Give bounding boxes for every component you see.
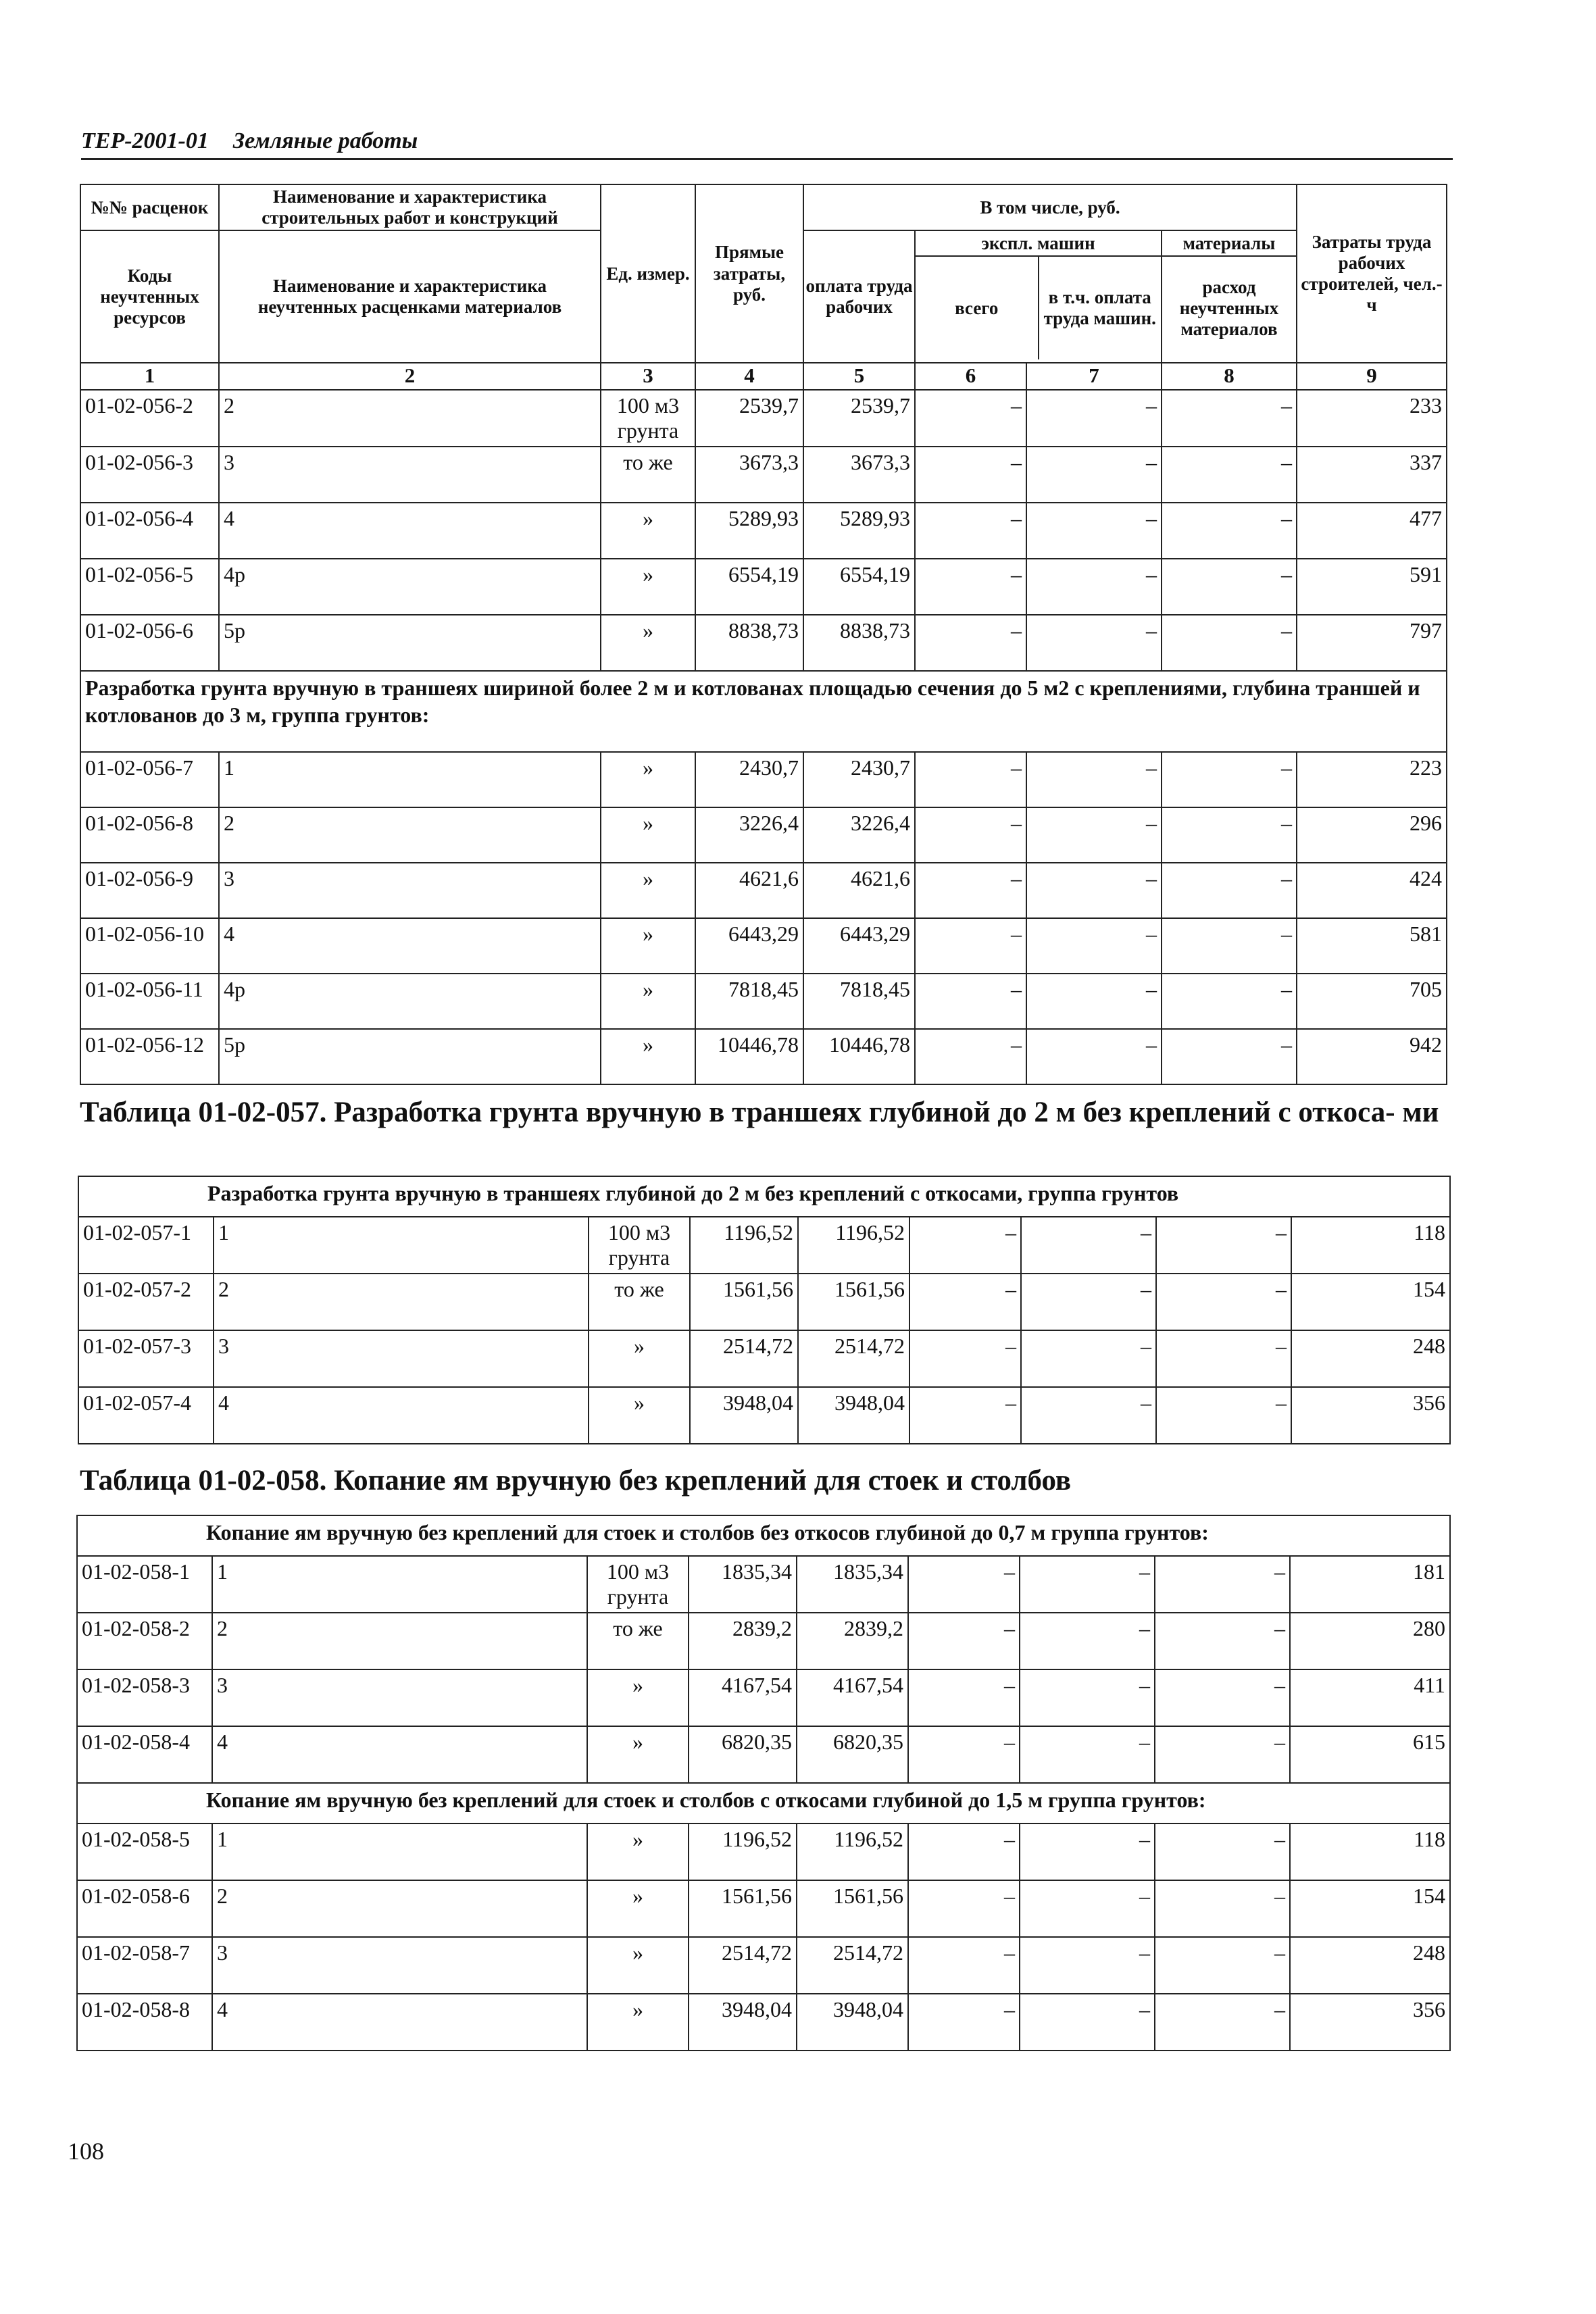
unit-cell: » <box>587 1937 689 1994</box>
soil-group-cell: 4 <box>219 918 601 974</box>
col-head-work-name: Наименование и характеристика строительных работ и конструкций <box>219 184 601 230</box>
materials-usage-cell: – <box>1156 1274 1291 1330</box>
materials-usage-cell: – <box>1156 1330 1291 1387</box>
soil-group-cell: 2 <box>212 1880 587 1937</box>
unit-cell: » <box>601 974 695 1029</box>
rate-code-cell: 01-02-056-7 <box>80 752 219 807</box>
direct-cost-cell: 3948,04 <box>689 1994 797 2051</box>
materials-usage-cell: – <box>1162 503 1297 559</box>
materials-usage-cell: – <box>1155 1726 1290 1783</box>
rate-code-cell: 01-02-056-2 <box>80 390 219 447</box>
machines-total-cell: – <box>915 918 1026 974</box>
worker-wage-cell: 4621,6 <box>803 863 915 918</box>
rate-code-cell: 01-02-056-3 <box>80 447 219 503</box>
machines-total-cell: – <box>915 447 1026 503</box>
unit-cell: » <box>589 1330 690 1387</box>
direct-cost-cell: 2514,72 <box>690 1330 798 1387</box>
column-number: 1 <box>80 363 219 390</box>
unit-cell: » <box>601 863 695 918</box>
materials-usage-cell: – <box>1162 974 1297 1029</box>
machines-wage-cell: – <box>1026 974 1162 1029</box>
rate-code-cell: 01-02-058-4 <box>77 1726 212 1783</box>
labor-hours-cell: 797 <box>1297 615 1447 671</box>
machines-wage-cell: – <box>1026 447 1162 503</box>
worker-wage-cell: 3226,4 <box>803 807 915 863</box>
soil-group-cell: 2 <box>219 807 601 863</box>
rate-code-cell: 01-02-056-9 <box>80 863 219 918</box>
rate-code-cell: 01-02-057-1 <box>78 1217 214 1274</box>
labor-hours-cell: 154 <box>1291 1274 1450 1330</box>
direct-cost-cell: 4167,54 <box>689 1669 797 1726</box>
column-number: 7 <box>1026 363 1162 390</box>
unit-cell: то же <box>601 447 695 503</box>
table-row <box>80 752 1447 807</box>
soil-group-cell: 5р <box>219 1029 601 1084</box>
table-row <box>80 918 1447 974</box>
column-number: 9 <box>1297 363 1447 390</box>
col-head-material-name: Наименование и характеристика неучтенных расценками материалов <box>219 230 601 363</box>
doc-title: Земляные работы <box>232 128 418 153</box>
direct-cost-cell: 2839,2 <box>689 1613 797 1669</box>
unit-cell: » <box>601 559 695 615</box>
worker-wage-cell: 1835,34 <box>797 1556 908 1613</box>
worker-wage-cell: 1196,52 <box>797 1823 908 1880</box>
soil-group-cell: 3 <box>219 447 601 503</box>
rate-code-cell: 01-02-058-6 <box>77 1880 212 1937</box>
section-heading-058-2: Копание ям вручную без креплений для стоек и столбов с откосами глубиной до 1,5 м группа грунтов: <box>77 1783 1450 1823</box>
col-head-machines-group <box>915 230 1162 363</box>
machines-wage-cell: – <box>1021 1274 1156 1330</box>
col-head-machines-wage: в т.ч. оплата труда машин. <box>1043 287 1156 329</box>
table-row <box>80 1029 1447 1084</box>
direct-cost-cell: 5289,93 <box>695 503 803 559</box>
machines-total-cell: – <box>909 1274 1021 1330</box>
machines-total-cell: – <box>908 1994 1020 2051</box>
col-head-unit: Ед. измер. <box>601 184 695 363</box>
machines-total-cell: – <box>915 559 1026 615</box>
labor-hours-cell: 705 <box>1297 974 1447 1029</box>
soil-group-cell: 2 <box>214 1274 589 1330</box>
unit-cell: » <box>601 1029 695 1084</box>
col-head-materials-usage: расход неучтенных материалов <box>1179 276 1279 339</box>
machines-wage-cell: – <box>1026 1029 1162 1084</box>
machines-total-cell: – <box>915 615 1026 671</box>
worker-wage-cell: 2514,72 <box>798 1330 909 1387</box>
section-heading-056: Разработка грунта вручную в траншеях шириной более 2 м и котлованах площадью сечения до 5 м2 с креплениями, глубина траншей и котлованов до 3 м, группа грунтов: <box>80 671 1447 752</box>
soil-group-cell: 4 <box>212 1994 587 2051</box>
table-row <box>78 1387 1450 1444</box>
direct-cost-cell: 1835,34 <box>689 1556 797 1613</box>
machines-total-cell: – <box>915 863 1026 918</box>
table-row <box>80 863 1447 918</box>
direct-cost-cell: 6820,35 <box>689 1726 797 1783</box>
rate-code-cell: 01-02-058-7 <box>77 1937 212 1994</box>
materials-usage-cell: – <box>1155 1556 1290 1613</box>
unit-cell: » <box>601 918 695 974</box>
table-row <box>80 503 1447 559</box>
materials-usage-cell: – <box>1162 1029 1297 1084</box>
direct-cost-cell: 1196,52 <box>690 1217 798 1274</box>
soil-group-cell: 5р <box>219 615 601 671</box>
labor-hours-cell: 223 <box>1297 752 1447 807</box>
rate-code-cell: 01-02-057-4 <box>78 1387 214 1444</box>
direct-cost-cell: 10446,78 <box>695 1029 803 1084</box>
machines-wage-cell: – <box>1026 503 1162 559</box>
section-heading-057: Разработка грунта вручную в траншеях глубиной до 2 м без креплений с откосами, группа грунтов <box>78 1176 1450 1217</box>
direct-cost-cell: 1196,52 <box>689 1823 797 1880</box>
unit-cell: » <box>587 1823 689 1880</box>
machines-total-cell: – <box>908 1823 1020 1880</box>
labor-hours-cell: 356 <box>1291 1387 1450 1444</box>
rate-code-cell: 01-02-056-4 <box>80 503 219 559</box>
table-row <box>80 447 1447 503</box>
labor-hours-cell: 581 <box>1297 918 1447 974</box>
machines-total-cell: – <box>908 1669 1020 1726</box>
machines-wage-cell: – <box>1020 1556 1155 1613</box>
worker-wage-cell: 2539,7 <box>803 390 915 447</box>
rates-table-056 <box>80 184 1447 1085</box>
labor-hours-cell: 296 <box>1297 807 1447 863</box>
table-row <box>77 1556 1450 1613</box>
column-number: 6 <box>915 363 1026 390</box>
machines-total-cell: – <box>908 1726 1020 1783</box>
page-number: 108 <box>68 2138 104 2165</box>
unit-cell: » <box>601 503 695 559</box>
rate-code-cell: 01-02-058-3 <box>77 1669 212 1726</box>
caption-057-text: Таблица 01-02-057. Разработка грунта вручную в траншеях глубиной до 2 м без креплений с откоса- ми <box>80 1097 1439 1128</box>
soil-group-cell: 3 <box>212 1669 587 1726</box>
materials-usage-cell: – <box>1155 1994 1290 2051</box>
rate-code-cell: 01-02-056-10 <box>80 918 219 974</box>
machines-total-cell: – <box>909 1387 1021 1444</box>
soil-group-cell: 4 <box>214 1387 589 1444</box>
machines-total-cell: – <box>915 974 1026 1029</box>
direct-cost-cell: 3948,04 <box>690 1387 798 1444</box>
table-row <box>78 1274 1450 1330</box>
worker-wage-cell: 6820,35 <box>797 1726 908 1783</box>
materials-usage-cell: – <box>1162 559 1297 615</box>
rate-code-cell: 01-02-058-2 <box>77 1613 212 1669</box>
table-row <box>77 1937 1450 1994</box>
table-row <box>80 390 1447 447</box>
machines-wage-cell: – <box>1026 559 1162 615</box>
rate-code-cell: 01-02-056-8 <box>80 807 219 863</box>
machines-wage-cell: – <box>1020 1726 1155 1783</box>
materials-usage-cell: – <box>1156 1387 1291 1444</box>
table-row <box>77 1613 1450 1669</box>
machines-wage-cell: – <box>1020 1994 1155 2051</box>
soil-group-cell: 4р <box>219 974 601 1029</box>
col-head-wage-text: оплата труда рабочих <box>805 276 913 318</box>
machines-total-cell: – <box>908 1556 1020 1613</box>
col-head-rate-codes: №№ расценок <box>80 184 219 230</box>
column-number: 3 <box>601 363 695 390</box>
labor-hours-cell: 233 <box>1297 390 1447 447</box>
labor-hours-cell: 942 <box>1297 1029 1447 1084</box>
machines-total-cell: – <box>909 1217 1021 1274</box>
direct-cost-cell: 1561,56 <box>690 1274 798 1330</box>
unit-cell: 100 м3 грунта <box>589 1217 690 1274</box>
labor-hours-cell: 411 <box>1290 1669 1450 1726</box>
direct-cost-cell: 3673,3 <box>695 447 803 503</box>
direct-cost-cell: 1561,56 <box>689 1880 797 1937</box>
labor-hours-cell: 477 <box>1297 503 1447 559</box>
labor-hours-cell: 118 <box>1291 1217 1450 1274</box>
soil-group-cell: 3 <box>214 1330 589 1387</box>
table-row <box>80 807 1447 863</box>
worker-wage-cell: 5289,93 <box>803 503 915 559</box>
col-head-wage <box>803 230 915 363</box>
worker-wage-cell: 2430,7 <box>803 752 915 807</box>
column-number: 2 <box>219 363 601 390</box>
machines-wage-cell: – <box>1021 1217 1156 1274</box>
table-row <box>80 974 1447 1029</box>
labor-hours-cell: 356 <box>1290 1994 1450 2051</box>
doc-code: ТЕР-2001-01 <box>81 128 209 153</box>
unit-cell: » <box>601 807 695 863</box>
machines-total-cell: – <box>908 1613 1020 1669</box>
labor-hours-cell: 181 <box>1290 1556 1450 1613</box>
unit-cell: 100 м3 грунта <box>587 1556 689 1613</box>
worker-wage-cell: 2514,72 <box>797 1937 908 1994</box>
worker-wage-cell: 1196,52 <box>798 1217 909 1274</box>
unit-cell: » <box>589 1387 690 1444</box>
machines-total-cell: – <box>915 1029 1026 1084</box>
materials-usage-cell: – <box>1162 752 1297 807</box>
column-number: 4 <box>695 363 803 390</box>
rates-table-057 <box>78 1176 1451 1444</box>
machines-wage-cell: – <box>1021 1387 1156 1444</box>
direct-cost-cell: 4621,6 <box>695 863 803 918</box>
rates-table-058 <box>76 1515 1451 2051</box>
soil-group-cell: 1 <box>212 1556 587 1613</box>
rate-code-cell: 01-02-058-8 <box>77 1994 212 2051</box>
machines-wage-cell: – <box>1026 615 1162 671</box>
machines-wage-cell: – <box>1020 1880 1155 1937</box>
unit-cell: » <box>601 615 695 671</box>
soil-group-cell: 4 <box>212 1726 587 1783</box>
labor-hours-cell: 118 <box>1290 1823 1450 1880</box>
worker-wage-cell: 4167,54 <box>797 1669 908 1726</box>
soil-group-cell: 1 <box>212 1823 587 1880</box>
soil-group-cell: 1 <box>219 752 601 807</box>
materials-usage-cell: – <box>1155 1823 1290 1880</box>
machines-wage-cell: – <box>1026 807 1162 863</box>
table-row <box>77 1726 1450 1783</box>
soil-group-cell: 3 <box>219 863 601 918</box>
column-number: 8 <box>1162 363 1297 390</box>
materials-usage-cell: – <box>1162 615 1297 671</box>
machines-wage-cell: – <box>1026 752 1162 807</box>
machines-total-cell: – <box>909 1330 1021 1387</box>
soil-group-cell: 2 <box>219 390 601 447</box>
worker-wage-cell: 2839,2 <box>797 1613 908 1669</box>
section-heading-058-1: Копание ям вручную без креплений для стоек и столбов без откосов глубиной до 0,7 м группа грунтов: <box>77 1515 1450 1556</box>
table-row <box>78 1217 1450 1274</box>
worker-wage-cell: 1561,56 <box>797 1880 908 1937</box>
materials-usage-cell: – <box>1162 447 1297 503</box>
machines-total-cell: – <box>915 390 1026 447</box>
machines-total-cell: – <box>915 807 1026 863</box>
rate-code-cell: 01-02-057-3 <box>78 1330 214 1387</box>
caption-table-058 <box>80 1463 1445 1499</box>
machines-wage-cell: – <box>1020 1613 1155 1669</box>
labor-hours-cell: 248 <box>1290 1937 1450 1994</box>
table-row <box>77 1880 1450 1937</box>
machines-total-cell: – <box>908 1880 1020 1937</box>
col-head-resource-codes: Коды неучтенных ресурсов <box>80 230 219 363</box>
caption-table-057 <box>80 1095 1445 1131</box>
worker-wage-cell: 3948,04 <box>798 1387 909 1444</box>
direct-cost-cell: 3226,4 <box>695 807 803 863</box>
machines-wage-cell: – <box>1021 1330 1156 1387</box>
direct-cost-cell: 2430,7 <box>695 752 803 807</box>
materials-usage-cell: – <box>1162 863 1297 918</box>
col-head-direct: Прямые затраты, руб. <box>695 184 803 363</box>
worker-wage-cell: 7818,45 <box>803 974 915 1029</box>
col-head-including: В том числе, руб. <box>803 184 1297 230</box>
unit-cell: » <box>587 1726 689 1783</box>
labor-hours-cell: 424 <box>1297 863 1447 918</box>
unit-cell: то же <box>587 1613 689 1669</box>
unit-cell: » <box>587 1994 689 2051</box>
table-row <box>77 1823 1450 1880</box>
worker-wage-cell: 10446,78 <box>803 1029 915 1084</box>
worker-wage-cell: 6443,29 <box>803 918 915 974</box>
unit-cell: » <box>587 1669 689 1726</box>
machines-total-cell: – <box>915 503 1026 559</box>
machines-wage-cell: – <box>1020 1669 1155 1726</box>
caption-058-text: Таблица 01-02-058. Копание ям вручную без креплений для стоек и столбов <box>80 1465 1072 1496</box>
col-head-labor: Затраты труда рабочих строителей, чел.-ч <box>1297 184 1447 363</box>
rate-code-cell: 01-02-056-12 <box>80 1029 219 1084</box>
rate-code-cell: 01-02-056-11 <box>80 974 219 1029</box>
col-head-machines: экспл. машин <box>916 231 1161 257</box>
machines-total-cell: – <box>915 752 1026 807</box>
direct-cost-cell: 7818,45 <box>695 974 803 1029</box>
unit-cell: 100 м3 грунта <box>601 390 695 447</box>
materials-usage-cell: – <box>1156 1217 1291 1274</box>
labor-hours-cell: 280 <box>1290 1613 1450 1669</box>
labor-hours-cell: 591 <box>1297 559 1447 615</box>
col-head-materials: материалы <box>1162 231 1296 257</box>
labor-hours-cell: 615 <box>1290 1726 1450 1783</box>
unit-cell: » <box>587 1880 689 1937</box>
machines-wage-cell: – <box>1026 863 1162 918</box>
materials-usage-cell: – <box>1162 390 1297 447</box>
direct-cost-cell: 6554,19 <box>695 559 803 615</box>
worker-wage-cell: 6554,19 <box>803 559 915 615</box>
rate-code-cell: 01-02-056-6 <box>80 615 219 671</box>
worker-wage-cell: 1561,56 <box>798 1274 909 1330</box>
soil-group-cell: 3 <box>212 1937 587 1994</box>
materials-usage-cell: – <box>1162 807 1297 863</box>
machines-wage-cell: – <box>1026 390 1162 447</box>
worker-wage-cell: 3673,3 <box>803 447 915 503</box>
column-numbers-row <box>80 363 1447 390</box>
table-row <box>80 615 1447 671</box>
table-row <box>78 1330 1450 1387</box>
table-row <box>77 1994 1450 2051</box>
direct-cost-cell: 2514,72 <box>689 1937 797 1994</box>
col-head-materials-group <box>1162 230 1297 363</box>
worker-wage-cell: 8838,73 <box>803 615 915 671</box>
direct-cost-cell: 2539,7 <box>695 390 803 447</box>
machines-wage-cell: – <box>1020 1823 1155 1880</box>
rate-code-cell: 01-02-056-5 <box>80 559 219 615</box>
soil-group-cell: 4 <box>219 503 601 559</box>
labor-hours-cell: 154 <box>1290 1880 1450 1937</box>
col-head-machines-all: всего <box>916 257 1039 359</box>
machines-wage-cell: – <box>1020 1937 1155 1994</box>
machines-total-cell: – <box>908 1937 1020 1994</box>
materials-usage-cell: – <box>1155 1937 1290 1994</box>
soil-group-cell: 4р <box>219 559 601 615</box>
table-row <box>77 1669 1450 1726</box>
materials-usage-cell: – <box>1155 1880 1290 1937</box>
worker-wage-cell: 3948,04 <box>797 1994 908 2051</box>
soil-group-cell: 1 <box>214 1217 589 1274</box>
direct-cost-cell: 6443,29 <box>695 918 803 974</box>
materials-usage-cell: – <box>1155 1669 1290 1726</box>
running-header <box>81 128 1453 160</box>
machines-wage-cell: – <box>1026 918 1162 974</box>
direct-cost-cell: 8838,73 <box>695 615 803 671</box>
unit-cell: то же <box>589 1274 690 1330</box>
materials-usage-cell: – <box>1162 918 1297 974</box>
table-row <box>80 559 1447 615</box>
labor-hours-cell: 337 <box>1297 447 1447 503</box>
rate-code-cell: 01-02-058-1 <box>77 1556 212 1613</box>
soil-group-cell: 2 <box>212 1613 587 1669</box>
rate-code-cell: 01-02-058-5 <box>77 1823 212 1880</box>
rate-code-cell: 01-02-057-2 <box>78 1274 214 1330</box>
materials-usage-cell: – <box>1155 1613 1290 1669</box>
unit-cell: » <box>601 752 695 807</box>
labor-hours-cell: 248 <box>1291 1330 1450 1387</box>
column-number: 5 <box>803 363 915 390</box>
